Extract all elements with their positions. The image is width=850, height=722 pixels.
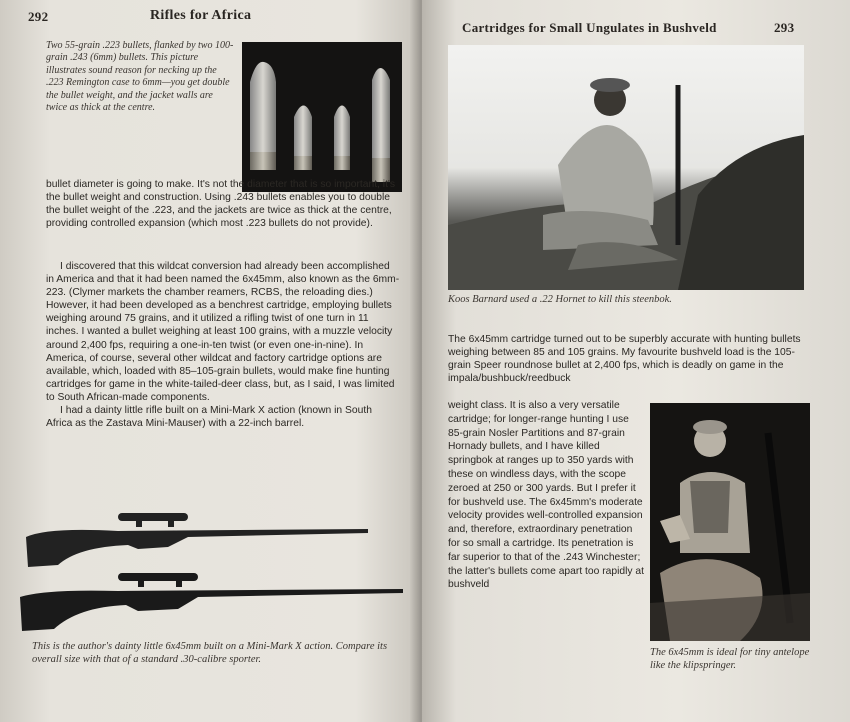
bullets-photo [242, 42, 402, 192]
rifles-caption: This is the author's dainty little 6x45mm built on a Mini-Mark X action. Compare its overall size with that of a standard .30-calibre sporter. [32, 641, 388, 665]
body-paragraph-2: I discovered that this wildcat conversion had already been accomplished in America and that it had been named the 6x45mm, also known as the 6mm-223. (Clymer markets the chamber reamers, RCBS, the reloading dies.) However, it had been developed as a benchrest cartridge, employing bullets weighing around 75 grains, and it utilized a rifling twist of one turn in 11 inches. I wanted a bullet weighing at least 100 grains, with a muzzle velocity around 2,400 fps, requiring a one-in-ten twist (or even one-in-nine). In America, of course, several other wildcat and factory cartridge options are available, which, loaded with 85–105-grain bullets, would make fine hunting cartridges for game in the white-tailed-deer class, but, as I said, I was limited to South African-made components. [46, 261, 400, 403]
body-paragraph-3: I had a dainty little rifle built on a Mini-Mark X action (known in South Africa as the Zastava Mini-Mauser) with a 22-inch barrel. [46, 405, 372, 430]
right-page [422, 0, 850, 722]
body-narrow-column: weight class. It is also a very versatile cartridge; for longer-range hunting I use 85-grain Nosler Partitions and 87-grain Hornady bullets, and I have killed springbok at ranges up to 350 yards with these on windless days, with the scope zeroed at 250 or 300 yards. But I prefer it for bushveld use. The 6x45mm's moderate velocity provides well-controlled expansion and, therefore, extraordinary penetration for so small a cartridge. Its penetration is far superior to that of the .243 Winchester; the latter's bullets come apart too rapidly at bushveld [448, 400, 644, 591]
klipspringer-photo [650, 403, 810, 641]
steenbok-hunter-photo [448, 45, 804, 290]
bullets-caption: Two 55-grain .223 bullets, flanked by two 100-grain .243 (6mm) bullets. This picture illustrates sound reason for necking up the .223 Remington case to 6mm—you get double the bullet weight, and the jacket walls are twice as thick at the centre. [46, 40, 234, 114]
body-paragraph-1a [46, 178, 396, 230]
page-number: 293 [774, 20, 795, 35]
body-text-column [46, 260, 400, 430]
left-page [0, 0, 418, 722]
body-full-width: The 6x45mm cartridge turned out to be superbly accurate with hunting bullets weighing between 85 and 105 grains. My favourite bushveld load is the 105-grain Speer roundnose bullet at 2,400 fps, which is deadly on game in the impala/bushbuck/reedbuck [448, 334, 801, 385]
running-head: Cartridges for Small Ungulates in Bushveld [462, 20, 717, 35]
running-head: Rifles for Africa [150, 8, 252, 23]
body-paragraph-1: bullet diameter is going to make. It's not the diameter that is so important, it's the bullet weight and construction. Using .243 bullets enables you to double the bullet weight of the .223, and the jackets are twice as thick at the centre, providing controlled expansion (which most .223 bullets do not provide). [46, 179, 396, 230]
rifles-photo [18, 505, 408, 635]
page-number: 292 [28, 9, 49, 24]
top-photo-caption: Koos Barnard used a .22 Hornet to kill this steenbok. [448, 294, 672, 305]
bottom-photo-caption: The 6x45mm is ideal for tiny antelope like the klipspringer. [650, 647, 810, 671]
